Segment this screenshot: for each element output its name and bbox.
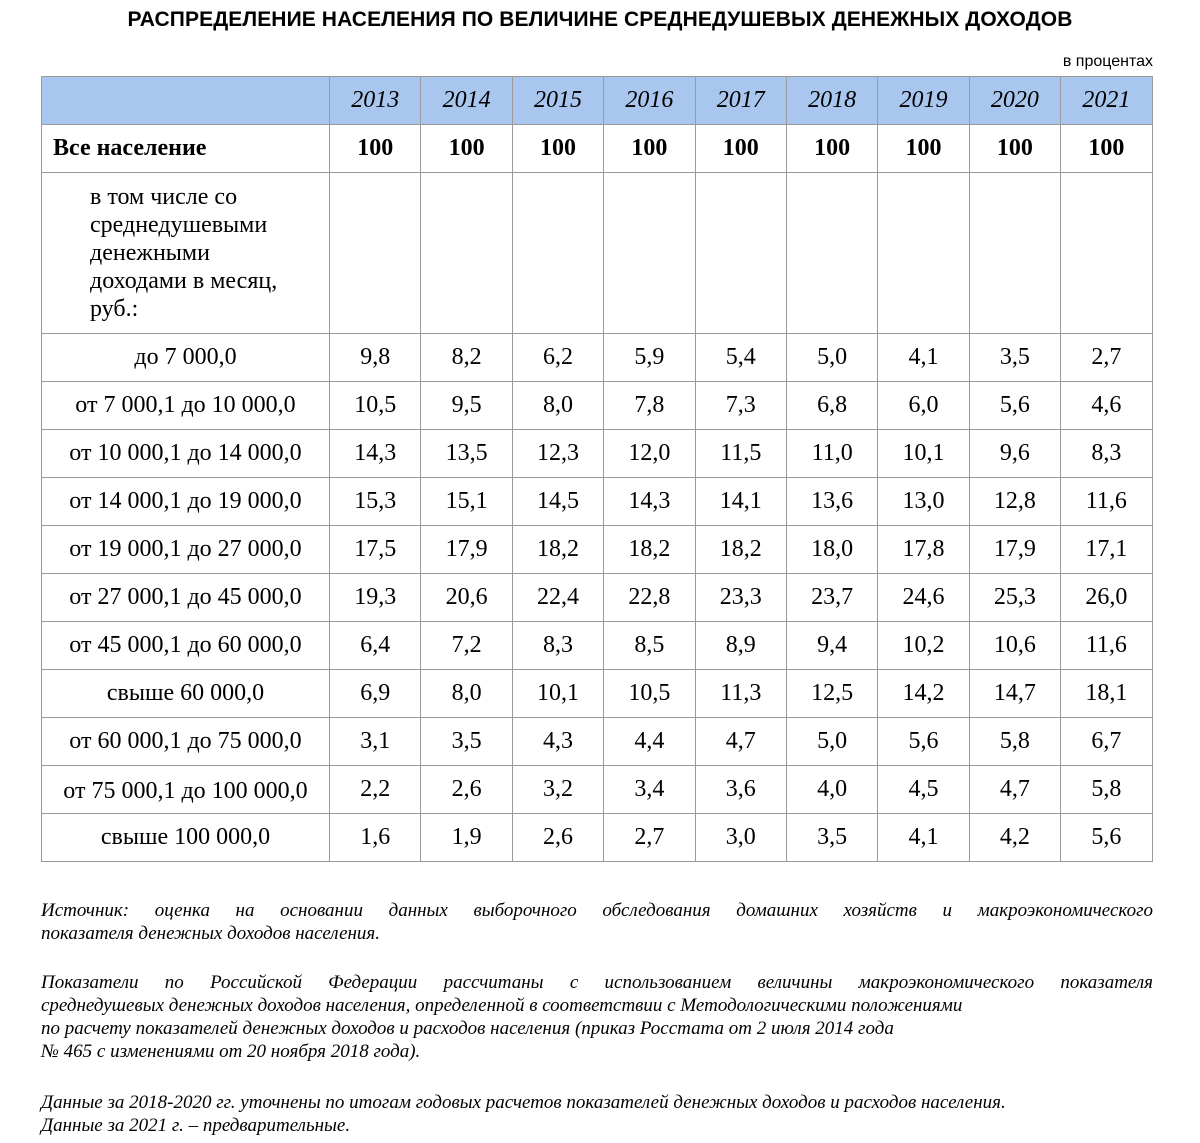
value-cell: 12,5 bbox=[786, 670, 877, 718]
value-cell: 22,8 bbox=[604, 574, 695, 622]
subheader-row bbox=[42, 173, 1153, 334]
value-cell: 1,9 bbox=[421, 814, 512, 862]
year-header: 2020 bbox=[969, 77, 1060, 125]
value-cell: 4,4 bbox=[604, 718, 695, 766]
note-line: среднедушевых денежных доходов населения, определенной в соответствии с Методологическими положениями bbox=[41, 995, 963, 1016]
total-value: 100 bbox=[695, 125, 786, 173]
value-cell: 18,2 bbox=[695, 526, 786, 574]
value-cell: 7,2 bbox=[421, 622, 512, 670]
value-cell: 3,4 bbox=[604, 766, 695, 814]
value-cell: 9,5 bbox=[421, 382, 512, 430]
value-cell: 13,6 bbox=[786, 478, 877, 526]
value-cell: 8,0 bbox=[421, 670, 512, 718]
value-cell: 18,2 bbox=[604, 526, 695, 574]
table-row bbox=[42, 334, 1153, 382]
value-cell: 3,0 bbox=[695, 814, 786, 862]
value-cell: 4,7 bbox=[695, 718, 786, 766]
table-row bbox=[42, 718, 1153, 766]
table-row bbox=[42, 382, 1153, 430]
revision-note bbox=[41, 1091, 1153, 1137]
total-value: 100 bbox=[786, 125, 877, 173]
empty-cell bbox=[969, 173, 1060, 334]
subheader-label: в том числе со среднедушевыми денежными доходами в месяц, руб.: bbox=[42, 173, 330, 334]
value-cell: 6,7 bbox=[1061, 718, 1152, 766]
total-value: 100 bbox=[604, 125, 695, 173]
note-line: Показатели по Российской Федерации рассчитаны с использованием величины макроэкономического показателя bbox=[41, 972, 1153, 993]
source-note bbox=[41, 899, 1153, 945]
value-cell: 2,6 bbox=[512, 814, 603, 862]
value-cell: 18,2 bbox=[512, 526, 603, 574]
value-cell: 14,5 bbox=[512, 478, 603, 526]
value-cell: 10,2 bbox=[878, 622, 969, 670]
empty-cell bbox=[421, 173, 512, 334]
row-label: от 60 000,1 до 75 000,0 bbox=[42, 718, 330, 766]
value-cell: 6,8 bbox=[786, 382, 877, 430]
empty-cell bbox=[786, 173, 877, 334]
value-cell: 17,9 bbox=[421, 526, 512, 574]
value-cell: 5,4 bbox=[695, 334, 786, 382]
value-cell: 5,0 bbox=[786, 334, 877, 382]
value-cell: 6,4 bbox=[330, 622, 421, 670]
value-cell: 5,8 bbox=[1061, 766, 1152, 814]
value-cell: 11,6 bbox=[1061, 622, 1152, 670]
value-cell: 1,6 bbox=[330, 814, 421, 862]
value-cell: 17,5 bbox=[330, 526, 421, 574]
total-value: 100 bbox=[421, 125, 512, 173]
value-cell: 13,5 bbox=[421, 430, 512, 478]
value-cell: 17,1 bbox=[1061, 526, 1152, 574]
value-cell: 2,2 bbox=[330, 766, 421, 814]
value-cell: 17,9 bbox=[969, 526, 1060, 574]
value-cell: 18,1 bbox=[1061, 670, 1152, 718]
note-line: по расчету показателей денежных доходов и расходов населения (приказ Росстата от 2 июля 2014 года bbox=[41, 1018, 894, 1039]
value-cell: 4,7 bbox=[969, 766, 1060, 814]
value-cell: 8,3 bbox=[1061, 430, 1152, 478]
row-label: свыше 60 000,0 bbox=[42, 670, 330, 718]
value-cell: 8,3 bbox=[512, 622, 603, 670]
value-cell: 9,4 bbox=[786, 622, 877, 670]
value-cell: 3,6 bbox=[695, 766, 786, 814]
value-cell: 8,0 bbox=[512, 382, 603, 430]
row-label-text: от 75 000,1 до 100 000,0 bbox=[63, 777, 308, 804]
note-line: Источник: оценка на основании данных выборочного обследования домашних хозяйств и макроэкономического bbox=[41, 900, 1153, 921]
total-value: 100 bbox=[512, 125, 603, 173]
row-label: от 45 000,1 до 60 000,0 bbox=[42, 622, 330, 670]
value-cell: 2,6 bbox=[421, 766, 512, 814]
value-cell: 5,9 bbox=[604, 334, 695, 382]
table-row bbox=[42, 574, 1153, 622]
table-row bbox=[42, 526, 1153, 574]
row-label: от 14 000,1 до 19 000,0 bbox=[42, 478, 330, 526]
empty-cell bbox=[695, 173, 786, 334]
note-line: Данные за 2018-2020 гг. уточнены по итогам годовых расчетов показателей денежных доходов и расходов населения. bbox=[41, 1092, 1006, 1113]
value-cell: 3,5 bbox=[786, 814, 877, 862]
value-cell: 13,0 bbox=[878, 478, 969, 526]
total-row bbox=[42, 125, 1153, 173]
header-corner-cell bbox=[42, 77, 330, 125]
value-cell: 8,2 bbox=[421, 334, 512, 382]
value-cell: 6,9 bbox=[330, 670, 421, 718]
units-label: в процентах bbox=[1062, 53, 1153, 70]
header-row bbox=[42, 77, 1153, 125]
value-cell: 24,6 bbox=[878, 574, 969, 622]
value-cell: 4,2 bbox=[969, 814, 1060, 862]
value-cell: 5,6 bbox=[1061, 814, 1152, 862]
value-cell: 4,1 bbox=[878, 814, 969, 862]
value-cell: 6,0 bbox=[878, 382, 969, 430]
year-header: 2016 bbox=[604, 77, 695, 125]
empty-cell bbox=[330, 173, 421, 334]
page-title: РАСПРЕДЕЛЕНИЕ НАСЕЛЕНИЯ ПО ВЕЛИЧИНЕ СРЕДНЕДУШЕВЫХ ДЕНЕЖНЫХ ДОХОДОВ bbox=[127, 8, 1073, 31]
row-label: от 19 000,1 до 27 000,0 bbox=[42, 526, 330, 574]
value-cell: 17,8 bbox=[878, 526, 969, 574]
value-cell: 5,6 bbox=[878, 718, 969, 766]
value-cell: 4,5 bbox=[878, 766, 969, 814]
value-cell: 10,5 bbox=[330, 382, 421, 430]
value-cell: 3,5 bbox=[421, 718, 512, 766]
empty-cell bbox=[604, 173, 695, 334]
table-row bbox=[42, 478, 1153, 526]
value-cell: 3,1 bbox=[330, 718, 421, 766]
value-cell: 11,5 bbox=[695, 430, 786, 478]
value-cell: 7,3 bbox=[695, 382, 786, 430]
empty-cell bbox=[878, 173, 969, 334]
value-cell: 4,1 bbox=[878, 334, 969, 382]
table-row bbox=[42, 814, 1153, 862]
value-cell: 12,8 bbox=[969, 478, 1060, 526]
value-cell: 5,0 bbox=[786, 718, 877, 766]
value-cell: 10,1 bbox=[878, 430, 969, 478]
value-cell: 7,8 bbox=[604, 382, 695, 430]
year-header: 2014 bbox=[421, 77, 512, 125]
value-cell: 23,7 bbox=[786, 574, 877, 622]
value-cell: 15,1 bbox=[421, 478, 512, 526]
value-cell: 5,6 bbox=[969, 382, 1060, 430]
income-distribution-table bbox=[41, 76, 1153, 862]
total-value: 100 bbox=[878, 125, 969, 173]
empty-cell bbox=[1061, 173, 1152, 334]
table-row bbox=[42, 670, 1153, 718]
value-cell: 4,0 bbox=[786, 766, 877, 814]
row-label: от 27 000,1 до 45 000,0 bbox=[42, 574, 330, 622]
value-cell: 18,0 bbox=[786, 526, 877, 574]
value-cell: 3,5 bbox=[969, 334, 1060, 382]
value-cell: 26,0 bbox=[1061, 574, 1152, 622]
row-label bbox=[42, 766, 330, 814]
table-row bbox=[42, 622, 1153, 670]
value-cell: 11,3 bbox=[695, 670, 786, 718]
total-label: Все население bbox=[42, 125, 330, 173]
value-cell: 14,7 bbox=[969, 670, 1060, 718]
year-header: 2017 bbox=[695, 77, 786, 125]
value-cell: 8,9 bbox=[695, 622, 786, 670]
value-cell: 11,6 bbox=[1061, 478, 1152, 526]
value-cell: 14,3 bbox=[330, 430, 421, 478]
year-header: 2013 bbox=[330, 77, 421, 125]
value-cell: 14,1 bbox=[695, 478, 786, 526]
value-cell: 11,0 bbox=[786, 430, 877, 478]
row-label: от 7 000,1 до 10 000,0 bbox=[42, 382, 330, 430]
value-cell: 8,5 bbox=[604, 622, 695, 670]
value-cell: 9,8 bbox=[330, 334, 421, 382]
value-cell: 5,8 bbox=[969, 718, 1060, 766]
value-cell: 9,6 bbox=[969, 430, 1060, 478]
total-value: 100 bbox=[330, 125, 421, 173]
value-cell: 14,3 bbox=[604, 478, 695, 526]
empty-cell bbox=[512, 173, 603, 334]
year-header: 2019 bbox=[878, 77, 969, 125]
value-cell: 25,3 bbox=[969, 574, 1060, 622]
value-cell: 3,2 bbox=[512, 766, 603, 814]
table-row bbox=[42, 430, 1153, 478]
row-label: от 10 000,1 до 14 000,0 bbox=[42, 430, 330, 478]
value-cell: 4,3 bbox=[512, 718, 603, 766]
value-cell: 2,7 bbox=[1061, 334, 1152, 382]
value-cell: 12,3 bbox=[512, 430, 603, 478]
value-cell: 14,2 bbox=[878, 670, 969, 718]
value-cell: 19,3 bbox=[330, 574, 421, 622]
total-value: 100 bbox=[969, 125, 1060, 173]
note-line: № 465 с изменениями от 20 ноября 2018 года). bbox=[41, 1041, 421, 1062]
note-line: показателя денежных доходов населения. bbox=[41, 923, 381, 944]
row-label: свыше 100 000,0 bbox=[42, 814, 330, 862]
value-cell: 15,3 bbox=[330, 478, 421, 526]
year-header: 2021 bbox=[1061, 77, 1152, 125]
year-header: 2015 bbox=[512, 77, 603, 125]
value-cell: 6,2 bbox=[512, 334, 603, 382]
table-row bbox=[42, 766, 1153, 814]
value-cell: 10,5 bbox=[604, 670, 695, 718]
value-cell: 4,6 bbox=[1061, 382, 1152, 430]
value-cell: 12,0 bbox=[604, 430, 695, 478]
value-cell: 10,1 bbox=[512, 670, 603, 718]
value-cell: 20,6 bbox=[421, 574, 512, 622]
row-label: до 7 000,0 bbox=[42, 334, 330, 382]
method-note bbox=[41, 971, 1153, 1063]
value-cell: 22,4 bbox=[512, 574, 603, 622]
value-cell: 23,3 bbox=[695, 574, 786, 622]
value-cell: 10,6 bbox=[969, 622, 1060, 670]
value-cell: 2,7 bbox=[604, 814, 695, 862]
note-line: Данные за 2021 г. – предварительные. bbox=[41, 1115, 351, 1136]
year-header: 2018 bbox=[786, 77, 877, 125]
total-value: 100 bbox=[1061, 125, 1152, 173]
